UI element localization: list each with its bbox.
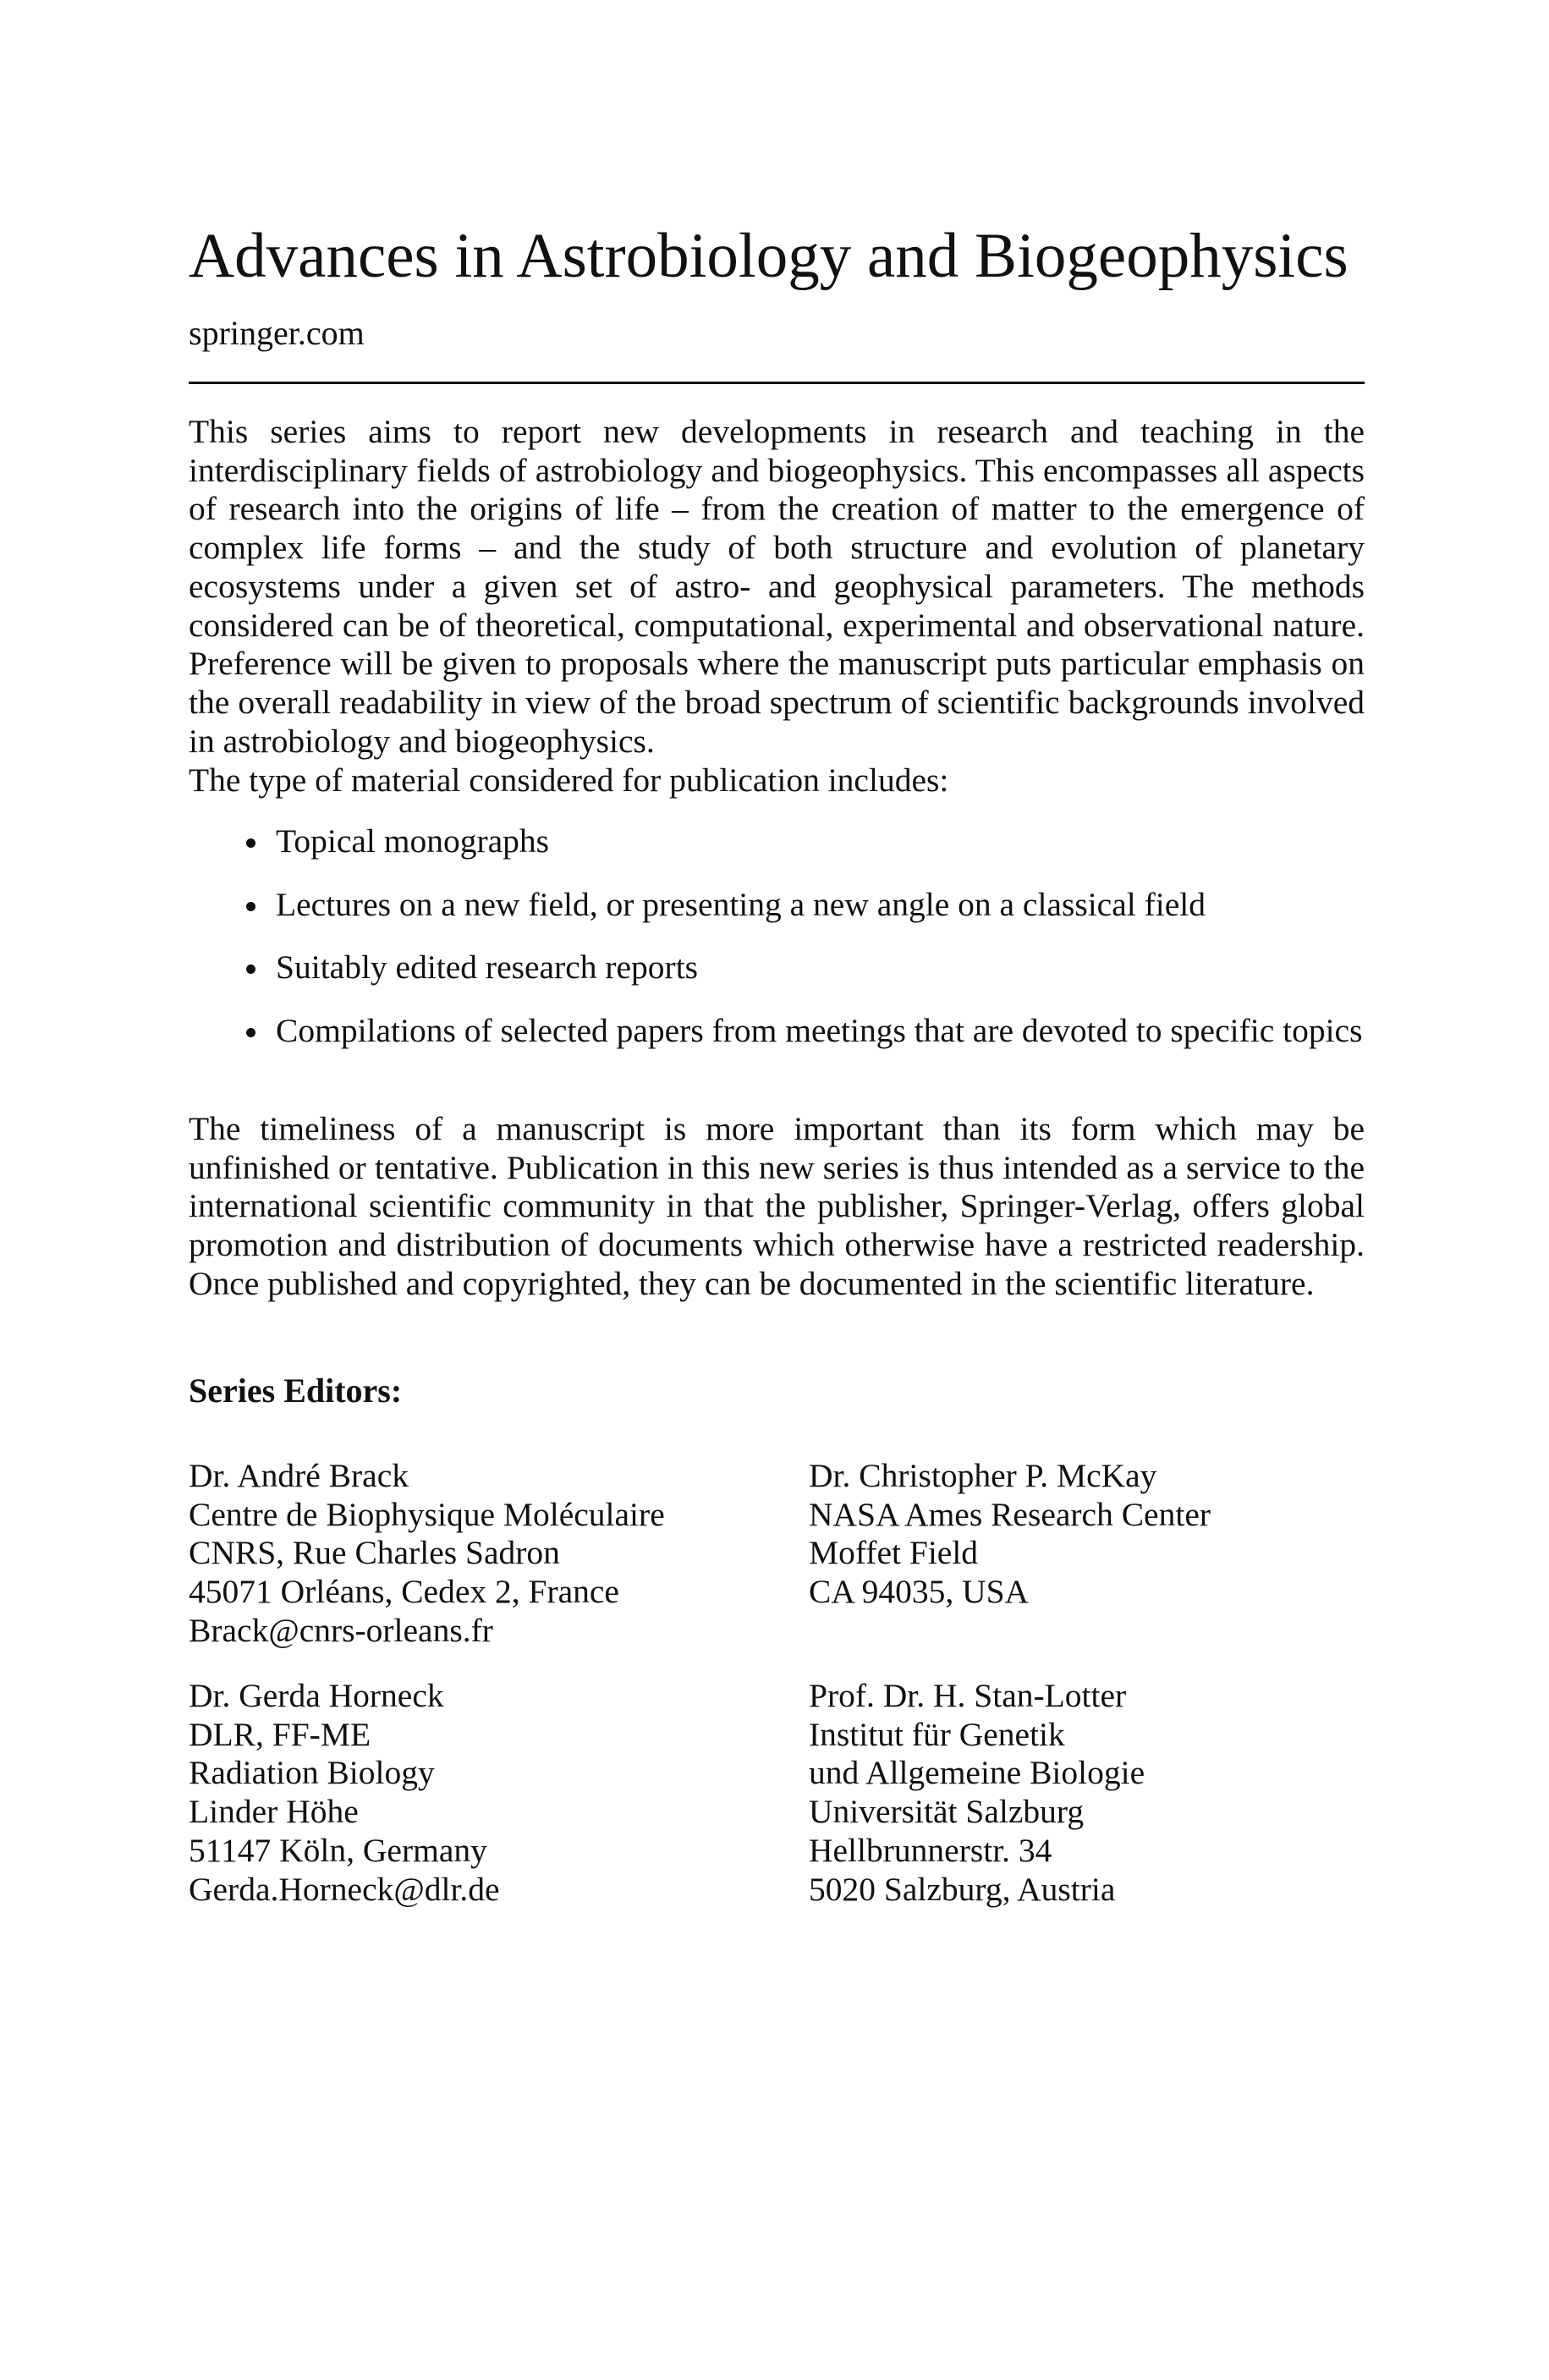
list-item — [189, 1012, 1365, 1051]
closing-paragraph: The timeliness of a manuscript is more important than its form which may be unfinished or tentative. Publication in this new series is thus intended as a service to the international scientific community in that the publisher, Springer-Verlag, offers global promotion and distribution of documents which otherwise have a restricted readership. Once published and copyrighted, they can be documented in the scientific literature. — [189, 1110, 1365, 1302]
bullet-icon — [246, 902, 255, 911]
editor-stan-lotter — [809, 1677, 1145, 1909]
list-item-text: Lectures on a new field, or presenting a new angle on a classical field — [276, 885, 1206, 923]
series-description — [189, 413, 1365, 761]
editor-address-line: CNRS, Rue Charles Sadron — [189, 1534, 560, 1572]
editor-name: Dr. Gerda Horneck — [189, 1677, 444, 1714]
editor-address-line: Universität Salzburg — [809, 1793, 1085, 1831]
editor-address-line: NASA Ames Research Center — [809, 1495, 1211, 1533]
list-item — [189, 948, 1365, 987]
editor-address-line: 51147 Köln, Germany — [189, 1831, 487, 1869]
editor-email: Gerda.Horneck@dlr.de — [189, 1870, 500, 1908]
editor-horneck — [189, 1677, 500, 1909]
material-types-list — [189, 822, 1365, 1075]
bullet-icon — [246, 965, 255, 974]
series-title: Advances in Astrobiology and Biogeophysics — [189, 221, 1349, 291]
editor-name: Prof. Dr. H. Stan-Lotter — [809, 1677, 1127, 1714]
bullet-icon — [246, 838, 255, 848]
editor-address-line: 45071 Orléans, Cedex 2, France — [189, 1573, 619, 1611]
editor-brack — [189, 1457, 665, 1651]
list-item — [189, 822, 1365, 861]
editor-address-line: Radiation Biology — [189, 1754, 435, 1792]
editor-address-line: Moffet Field — [809, 1534, 979, 1572]
editor-address-line: Linder Höhe — [189, 1793, 359, 1831]
editor-address-line: 5020 Salzburg, Austria — [809, 1870, 1116, 1908]
editor-name: Dr. Christopher P. McKay — [809, 1457, 1157, 1494]
list-item-text: Suitably edited research reports — [276, 948, 699, 987]
description-paragraph: This series aims to report new developments in research and teaching in the interdisciplinary fields of astrobiology and biogeophysics. This encompasses all aspects of research into the origins of life – from the creation of matter to the emergence of complex life forms – and the study of both structure and evolution of planetary ecosystems under a given set of astro- and geophysical parameters. The methods considered can be of theoretical, computational, experimental and observational nature. Preference will be given to proposals where the manuscript puts particular emphasis on the overall readability in view of the broad spectrum of scientific backgrounds involved in astrobiology and biogeophysics. — [189, 413, 1365, 760]
editor-address-line: Centre de Biophysique Moléculaire — [189, 1495, 665, 1533]
editor-address-line: und Allgemeine Biologie — [809, 1754, 1145, 1792]
list-item — [189, 886, 1365, 925]
series-editors-heading: Series Editors: — [189, 1371, 403, 1410]
header-divider — [189, 382, 1365, 384]
editor-mckay — [809, 1457, 1211, 1612]
material-types-intro: The type of material considered for publication includes: — [189, 761, 949, 799]
editor-email: Brack@cnrs-orleans.fr — [189, 1611, 493, 1649]
list-item-text: Topical monographs — [276, 822, 550, 860]
editor-name: Dr. André Brack — [189, 1457, 409, 1494]
list-item-text: Compilations of selected papers from meetings that are devoted to specific topics — [276, 1012, 1363, 1050]
editor-address-line: DLR, FF-ME — [189, 1715, 371, 1753]
bullet-icon — [246, 1028, 255, 1037]
editor-address-line: Hellbrunnerstr. 34 — [809, 1831, 1052, 1869]
editor-address-line: Institut für Genetik — [809, 1715, 1065, 1753]
editor-address-line: CA 94035, USA — [809, 1573, 1030, 1611]
publisher-url: springer.com — [189, 314, 365, 352]
